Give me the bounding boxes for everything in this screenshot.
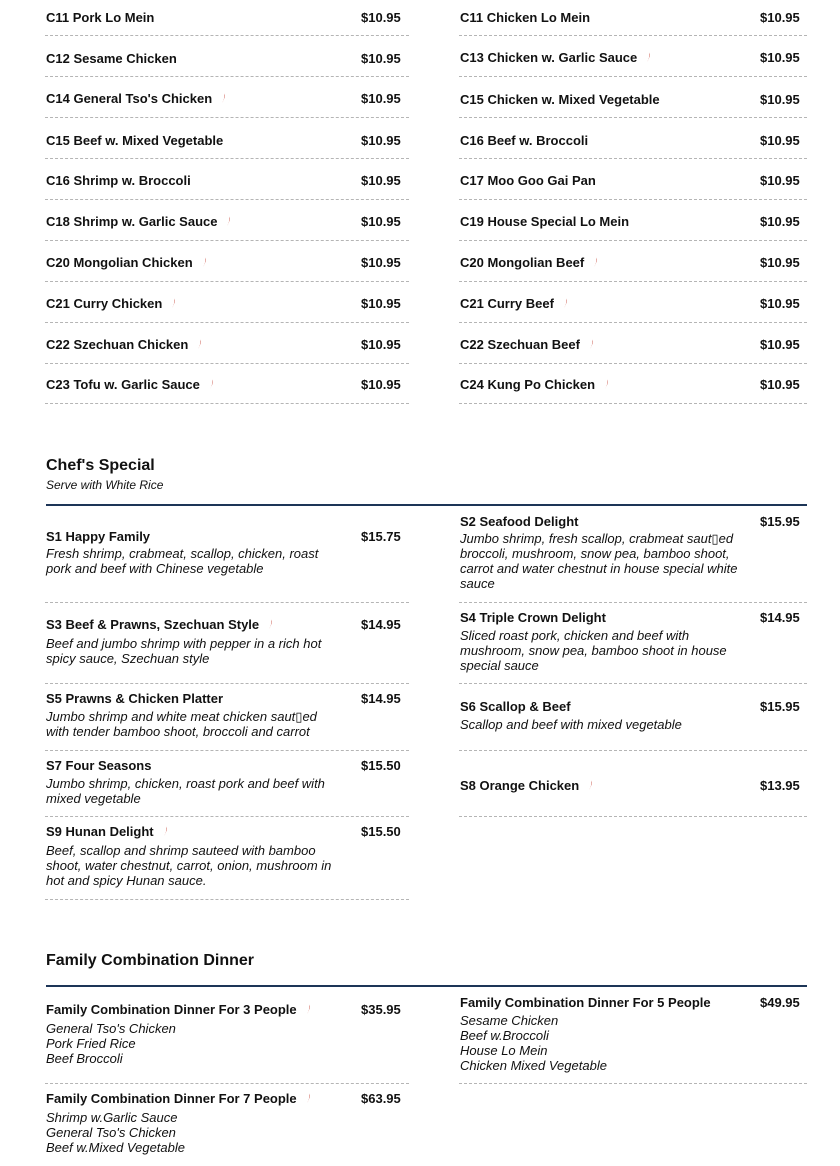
item-name: C19 House Special Lo Mein bbox=[460, 214, 630, 229]
chili-pepper-icon bbox=[602, 379, 611, 390]
menu-item[interactable] bbox=[459, 92, 807, 118]
item-name: C11 Pork Lo Mein bbox=[46, 10, 155, 25]
menu-item[interactable] bbox=[459, 514, 807, 603]
item-description: Jumbo shrimp and white meat chicken saut▯ed with tender bamboo shoot, broccoli and carrot bbox=[46, 709, 317, 739]
item-price: $10.95 bbox=[361, 10, 401, 25]
item-price: $10.95 bbox=[361, 296, 401, 311]
menu-item[interactable] bbox=[45, 617, 409, 684]
item-name: C11 Chicken Lo Mein bbox=[460, 10, 591, 25]
item-description: Jumbo shrimp, fresh scallop, crabmeat saut▯ed broccoli, mushroom, snow pea, bamboo shoot, carrot and water chestnut in house special white sauce bbox=[460, 531, 738, 591]
chili-pepper-icon bbox=[591, 257, 600, 268]
item-name: S3 Beef & Prawns, Szechuan Style bbox=[46, 617, 275, 632]
item-name: S7 Four Seasons bbox=[46, 758, 152, 773]
section-divider bbox=[46, 985, 807, 987]
chili-pepper-icon bbox=[266, 619, 275, 630]
menu-item[interactable] bbox=[45, 51, 409, 77]
menu-item[interactable] bbox=[45, 1091, 409, 1166]
item-name: C16 Beef w. Broccoli bbox=[460, 133, 589, 148]
item-price: $14.95 bbox=[361, 691, 401, 706]
item-price: $15.95 bbox=[760, 514, 800, 529]
menu-item[interactable] bbox=[45, 824, 409, 900]
chili-pepper-icon bbox=[169, 298, 178, 309]
chili-pepper-icon bbox=[207, 379, 216, 390]
menu-item[interactable] bbox=[459, 10, 807, 36]
menu-item[interactable] bbox=[459, 133, 807, 159]
item-price: $10.95 bbox=[361, 214, 401, 229]
item-description: Jumbo shrimp, chicken, roast pork and beef with mixed vegetable bbox=[46, 776, 325, 806]
menu-item[interactable] bbox=[45, 758, 409, 817]
item-name: C15 Beef w. Mixed Vegetable bbox=[46, 133, 224, 148]
item-price: $13.95 bbox=[760, 778, 800, 793]
chili-pepper-icon bbox=[219, 93, 228, 104]
chili-pepper-icon bbox=[561, 298, 570, 309]
chili-pepper-icon bbox=[586, 780, 595, 791]
section-title-chefs-special: Chef's Special bbox=[46, 457, 155, 474]
chili-pepper-icon bbox=[224, 216, 233, 227]
item-price: $10.95 bbox=[760, 337, 800, 352]
item-name: C17 Moo Goo Gai Pan bbox=[460, 173, 596, 188]
item-price: $10.95 bbox=[760, 10, 800, 25]
menu-item[interactable] bbox=[45, 10, 409, 36]
chili-pepper-icon bbox=[644, 52, 653, 63]
item-price: $10.95 bbox=[361, 133, 401, 148]
menu-item[interactable] bbox=[45, 133, 409, 159]
item-description: Shrimp w.Garlic Sauce General Tso's Chicken Beef w.Mixed Vegetable bbox=[46, 1110, 185, 1155]
item-name: Family Combination Dinner For 3 People bbox=[46, 1002, 313, 1017]
item-price: $10.95 bbox=[760, 377, 800, 392]
item-name: C18 Shrimp w. Garlic Sauce bbox=[46, 214, 233, 229]
menu-item[interactable] bbox=[459, 337, 807, 364]
item-name: Family Combination Dinner For 7 People bbox=[46, 1091, 313, 1106]
item-name: C13 Chicken w. Garlic Sauce bbox=[460, 50, 653, 65]
item-name: S1 Happy Family bbox=[46, 529, 151, 544]
item-price: $10.95 bbox=[361, 377, 401, 392]
item-price: $10.95 bbox=[361, 173, 401, 188]
chili-pepper-icon bbox=[161, 826, 170, 837]
item-name: C15 Chicken w. Mixed Vegetable bbox=[460, 92, 660, 107]
item-price: $35.95 bbox=[361, 1002, 401, 1017]
item-name: S8 Orange Chicken bbox=[460, 778, 595, 793]
item-price: $63.95 bbox=[361, 1091, 401, 1106]
item-name: C14 General Tso's Chicken bbox=[46, 91, 228, 106]
section-subtitle: Serve with White Rice bbox=[46, 478, 164, 492]
item-price: $14.95 bbox=[361, 617, 401, 632]
item-price: $15.50 bbox=[361, 824, 401, 839]
menu-item[interactable] bbox=[45, 255, 409, 282]
item-price: $15.75 bbox=[361, 529, 401, 544]
menu-item[interactable] bbox=[459, 50, 807, 77]
menu-item[interactable] bbox=[45, 691, 409, 751]
item-price: $10.95 bbox=[760, 296, 800, 311]
menu-item[interactable] bbox=[45, 337, 409, 364]
item-price: $10.95 bbox=[760, 133, 800, 148]
item-price: $14.95 bbox=[760, 610, 800, 625]
item-description: Beef and jumbo shrimp with pepper in a rich hot spicy sauce, Szechuan style bbox=[46, 636, 322, 666]
chili-pepper-icon bbox=[304, 1093, 313, 1104]
item-description: Sliced roast pork, chicken and beef with mushroom, snow pea, bamboo shoot in house special sauce bbox=[460, 628, 727, 673]
item-name: C21 Curry Beef bbox=[460, 296, 570, 311]
item-name: S9 Hunan Delight bbox=[46, 824, 170, 839]
menu-item[interactable] bbox=[45, 529, 409, 603]
item-name: S2 Seafood Delight bbox=[460, 514, 579, 529]
menu-item[interactable] bbox=[459, 173, 807, 200]
item-price: $10.95 bbox=[361, 337, 401, 352]
item-price: $10.95 bbox=[361, 51, 401, 66]
item-description: Sesame Chicken Beef w.Broccoli House Lo Mein Chicken Mixed Vegetable bbox=[460, 1013, 607, 1073]
menu-item[interactable] bbox=[45, 1002, 409, 1084]
item-name: C16 Shrimp w. Broccoli bbox=[46, 173, 191, 188]
item-name: C20 Mongolian Chicken bbox=[46, 255, 209, 270]
item-price: $10.95 bbox=[760, 50, 800, 65]
item-name: C22 Szechuan Chicken bbox=[46, 337, 204, 352]
menu-item[interactable] bbox=[459, 255, 807, 282]
item-name: C23 Tofu w. Garlic Sauce bbox=[46, 377, 216, 392]
item-name: S6 Scallop & Beef bbox=[460, 699, 571, 714]
item-price: $10.95 bbox=[361, 255, 401, 270]
item-price: $10.95 bbox=[361, 91, 401, 106]
item-name: Family Combination Dinner For 5 People bbox=[460, 995, 711, 1010]
item-price: $15.95 bbox=[760, 699, 800, 714]
item-price: $15.50 bbox=[361, 758, 401, 773]
item-price: $49.95 bbox=[760, 995, 800, 1010]
menu-item[interactable] bbox=[45, 377, 409, 404]
section-divider bbox=[46, 504, 807, 506]
item-name: C20 Mongolian Beef bbox=[460, 255, 600, 270]
item-name: S4 Triple Crown Delight bbox=[460, 610, 606, 625]
chili-pepper-icon bbox=[195, 339, 204, 350]
item-description: General Tso's Chicken Pork Fried Rice Beef Broccoli bbox=[46, 1021, 176, 1066]
item-description: Scallop and beef with mixed vegetable bbox=[460, 717, 682, 732]
menu-item[interactable] bbox=[459, 995, 807, 1084]
menu-item[interactable] bbox=[45, 173, 409, 200]
item-description: Beef, scallop and shrimp sauteed with bamboo shoot, water chestnut, carrot, onion, mushroom in hot and spicy Hunan sauce. bbox=[46, 843, 332, 888]
menu-item[interactable] bbox=[459, 610, 807, 684]
menu-item[interactable] bbox=[459, 778, 807, 817]
chili-pepper-icon bbox=[587, 339, 596, 350]
chili-pepper-icon bbox=[200, 257, 209, 268]
item-price: $10.95 bbox=[760, 255, 800, 270]
menu-item[interactable] bbox=[45, 214, 409, 241]
item-name: C21 Curry Chicken bbox=[46, 296, 178, 311]
item-price: $10.95 bbox=[760, 214, 800, 229]
chili-pepper-icon bbox=[304, 1004, 313, 1015]
item-name: C12 Sesame Chicken bbox=[46, 51, 177, 66]
item-name: C22 Szechuan Beef bbox=[460, 337, 596, 352]
item-description: Fresh shrimp, crabmeat, scallop, chicken, roast pork and beef with Chinese vegetable bbox=[46, 546, 319, 576]
menu-item[interactable] bbox=[459, 377, 807, 404]
menu-item[interactable] bbox=[459, 699, 807, 751]
item-price: $10.95 bbox=[760, 173, 800, 188]
menu-item[interactable] bbox=[45, 91, 409, 118]
item-name: S5 Prawns & Chicken Platter bbox=[46, 691, 224, 706]
menu-item[interactable] bbox=[459, 214, 807, 241]
item-price: $10.95 bbox=[760, 92, 800, 107]
item-name: C24 Kung Po Chicken bbox=[460, 377, 611, 392]
menu-item[interactable] bbox=[45, 296, 409, 323]
menu-item[interactable] bbox=[459, 296, 807, 323]
section-title-family-combination: Family Combination Dinner bbox=[46, 952, 255, 969]
